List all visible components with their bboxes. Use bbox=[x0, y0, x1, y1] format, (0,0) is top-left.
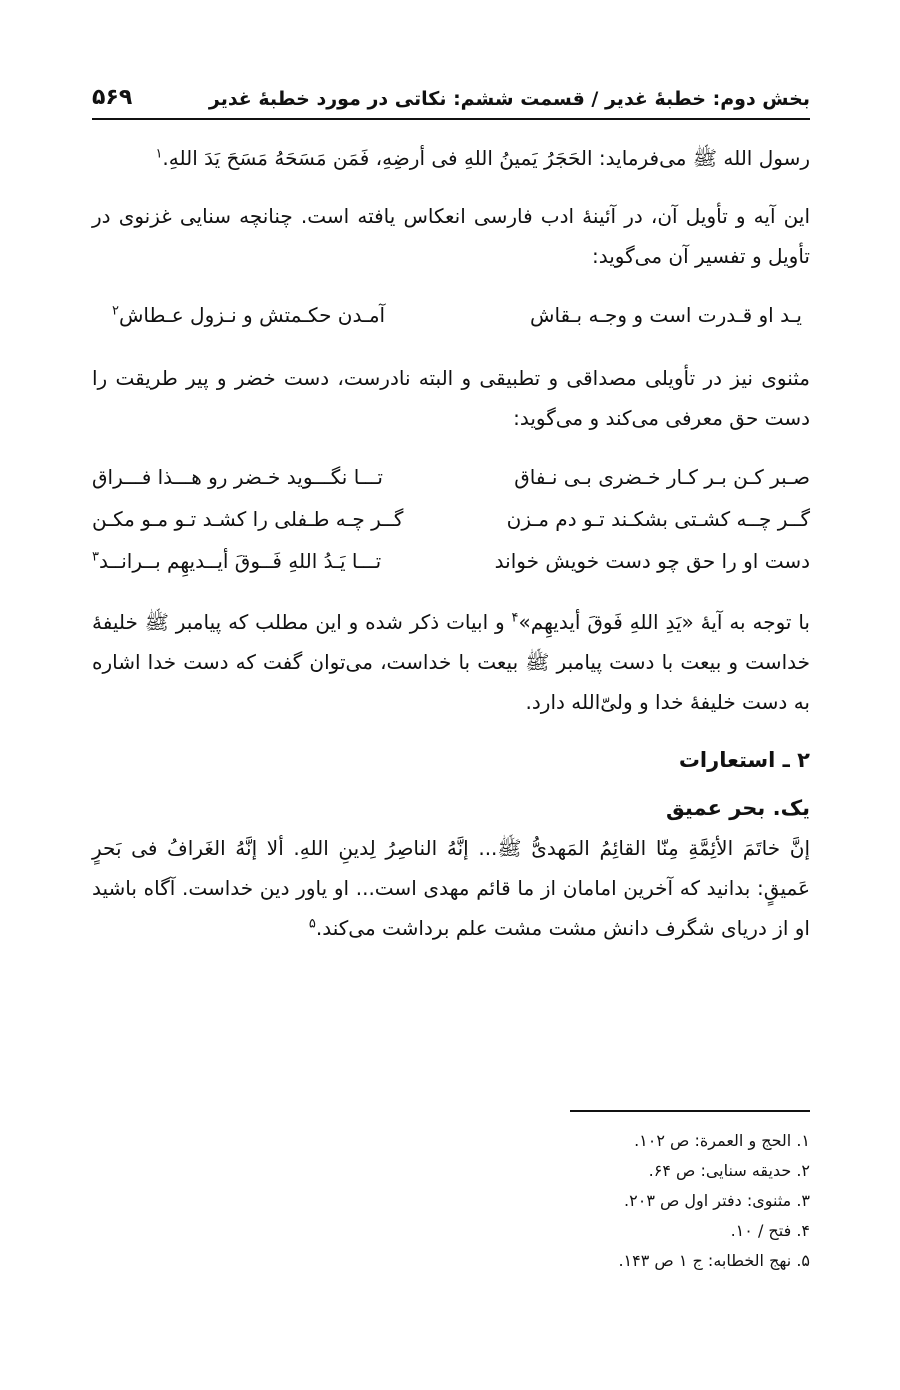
hemistich-second-wrap bbox=[92, 540, 381, 582]
page-header bbox=[92, 70, 810, 110]
footnote: ۲. حدیقه سنایی: ص ۶۴. bbox=[648, 1161, 810, 1180]
hemistich-first: صـبر کـن بـر کـار خـضری بـی نـفاق bbox=[514, 465, 810, 489]
subsection-heading: یک. بحر عمیق bbox=[666, 796, 810, 820]
footnote: ۴. فتح / ۱۰. bbox=[730, 1221, 810, 1240]
poem-couplet bbox=[92, 540, 810, 582]
paragraph-2: مثنوی نیز در تأویلی مصداقی و تطبیقی و البته نادرست، دست خضر و پیر طریقت را دست حق معرفی می‌کند و می‌گوید: bbox=[92, 366, 810, 430]
footnotes bbox=[92, 1126, 810, 1276]
running-title: بخش دوم: خطبهٔ غدیر / قسمت ششم: نکاتی در مورد خطبهٔ غدیر bbox=[208, 88, 810, 110]
footnote: ۳. مثنوی: دفتر اول ص ۲۰۳. bbox=[624, 1191, 810, 1210]
hemistich-first: گــر چــه کشـتی بشکـند تـو دم مـزن bbox=[506, 507, 810, 531]
paragraph-3-start: با توجه به آیهٔ «یَدِ اللهِ فَوقَ أیدیهِم» bbox=[518, 610, 810, 634]
paragraph-1: این آیه و تأویل آن، در آئینهٔ ادب فارسی انعکاس یافته است. چنانچه سنایی غزنوی در تأویل و تفسیر آن می‌گوید: bbox=[92, 204, 810, 268]
paragraph-4 bbox=[92, 828, 810, 948]
footnote-ref-5: ۵ bbox=[308, 916, 316, 932]
main-text bbox=[92, 138, 810, 966]
footnote-ref-4: ۴ bbox=[511, 610, 519, 626]
footnote-ref-1: ۱ bbox=[155, 146, 163, 162]
poem-couplet bbox=[92, 456, 810, 498]
hemistich-second: آمـدن حکـمتش و نـزول عـطاش bbox=[118, 303, 386, 327]
footnote: ۱. الحج و العمرة: ص ۱۰۲. bbox=[634, 1131, 810, 1150]
hemistich-second: گــر چـه طـفلی را کشـد تـو مـو مکـن bbox=[92, 507, 404, 531]
footnote-divider bbox=[570, 1110, 810, 1112]
paragraph-3 bbox=[92, 602, 810, 722]
hemistich-second: تـــا نگـــوید خـضر رو هـــذا فـــراق bbox=[92, 465, 383, 489]
hadith-text: رسول الله ﷺ می‌فرماید: الحَجَرُ یَمینُ اللهِ فی أرضِهِ، فَمَن مَسَحَهُ مَسَحَ یَدَ اللهِ. bbox=[162, 146, 810, 170]
hemistich-second-wrap bbox=[112, 294, 385, 336]
footnote: ۵. نهج الخطابه: ج ۱ ص ۱۴۳. bbox=[618, 1251, 810, 1270]
poem-couplet-sanai bbox=[92, 294, 810, 336]
header-divider bbox=[92, 118, 810, 120]
page-number: ۵۶۹ bbox=[92, 85, 133, 110]
footnote-ref-3: ۳ bbox=[92, 549, 99, 565]
paragraph-3-rest: و ابیات ذکر شده و این مطلب که پیامبر ﷺ خلیفهٔ خداست و بیعت با دست پیامبر ﷺ بیعت با خداست، می‌توان گفت که دست خدا اشاره به دست خلیفهٔ خدا و ولیّ‌الله دارد. bbox=[92, 610, 810, 714]
section-heading: ۲ ـ استعارات bbox=[678, 748, 810, 772]
hemistich-first: یـد او قـدرت است و وجـه بـقاش bbox=[530, 303, 802, 327]
poem-masnavi bbox=[92, 456, 810, 582]
hadith-paragraph bbox=[92, 138, 810, 178]
hemistich-second: تـــا یَـدُ اللهِ فَــوقَ أیــدیهِم بــرانــد bbox=[98, 549, 382, 573]
footnote-ref-2: ۲ bbox=[112, 303, 119, 319]
poem-couplet bbox=[92, 498, 810, 540]
hemistich-first: دست او را حق چو دست خویش خواند bbox=[494, 549, 810, 573]
paragraph-4-text: إنَّ خاتَمَ الأئِمَّةِ مِنّا القائِمُ المَهدیُّ ﷺ... إنَّهُ الناصِرُ لِدینِ اللهِ. ألا إنَّهُ الغَرافُ فی بَحرٍ عَمیقٍ: بدانید که آخرین امامان از ما قائم مهدی است... او یاور دین خداست. آگاه باشید او از دریای شگرف دانش مشت مشت علم برداشت می‌کند. bbox=[92, 836, 810, 940]
